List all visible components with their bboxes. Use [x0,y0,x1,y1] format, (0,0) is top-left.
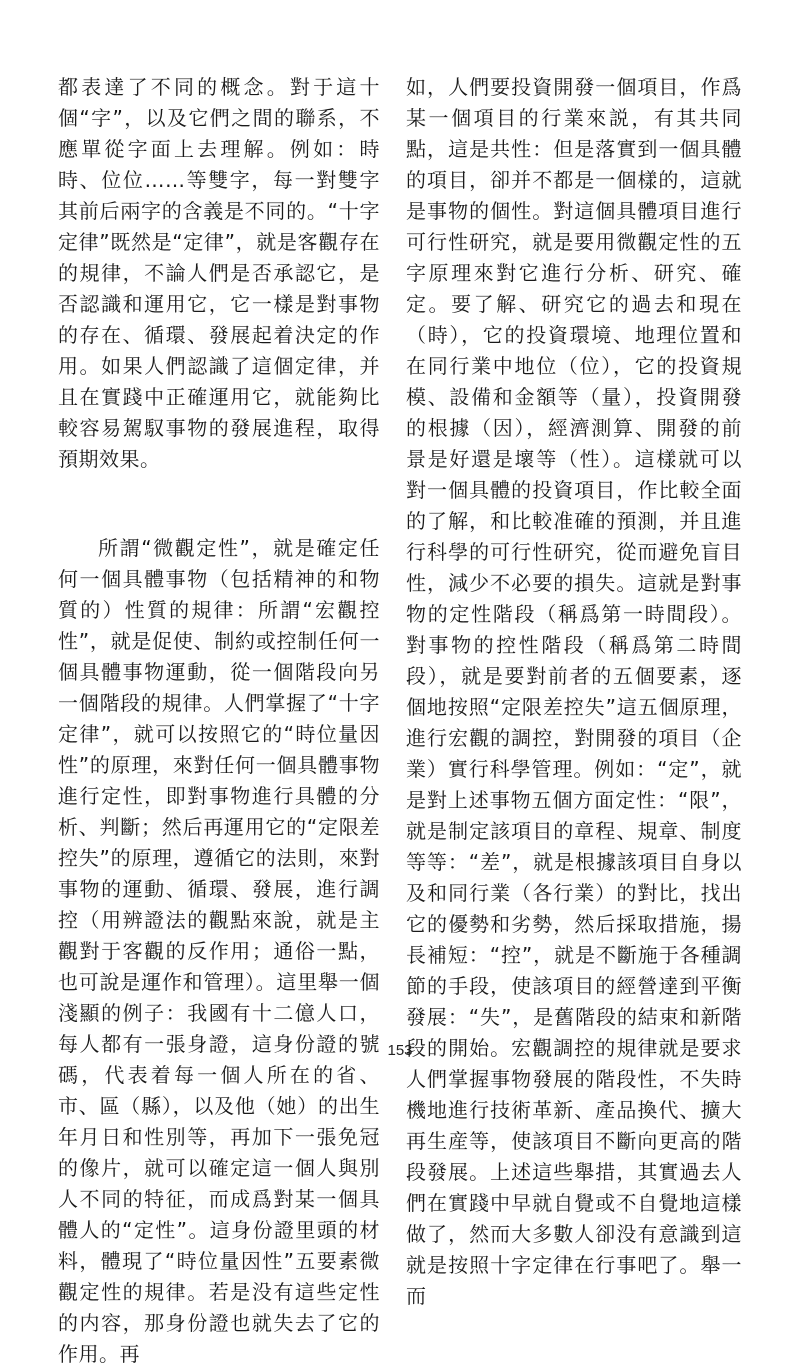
left-column [58,72,380,1370]
paragraph-gap [58,475,380,533]
right-column [406,72,742,1312]
paragraph-left-1: 都表達了不同的概念。對于這十個“字”，以及它們之間的聯系，不應單從字面上去理解。例如：時時、位位……等雙字，每一對雙字其前后兩字的含義是不同的。“十字定律”既然是“定律”，就是客觀存在的規律，不論人們是否承認它，是否認識和運用它，它一樣是對事物的存在、循環、發展起着決定的作用。如果人們認識了這個定律，并且在實踐中正確運用它，就能夠比較容易駕馭事物的發展進程，取得預期效果。 [58,75,380,471]
page-number: 153 [387,1042,413,1059]
paragraph-left-2: 所謂“微觀定性”，就是確定任何一個具體事物（包括精神的和物質的）性質的規律：所謂“宏觀控性”，就是促使、制約或控制任何一個具體事物運動，從一個階段向另一個階段的規律。人們掌握了“十字定律”，就可以按照它的“時位量因性”的原理，來對任何一個具體事物進行定性，即對事物進行具體的分析、判斷；然后再運用它的“定限差控失”的原理，遵循它的法則，來對事物的運動、循環、發展，進行調控（用辨證法的觀點來說，就是主觀對于客觀的反作用；通俗一點，也可說是運作和管理）。這里舉一個淺顯的例子：我國有十二億人口，每人都有一張身證，這身份證的號碼，代表着每一個人所在的省、市、區（縣），以及他（她）的出生年月日和性別等，再加下一張免冠的像片，就可以確定這一個人與別人不同的特征，而成爲對某一個具體人的“定性”。這身份證里頭的材料，體現了“時位量因性”五要素微觀定性的規律。若是没有這些定性的内容，那身份證也就失去了它的作用。再 [58,536,380,1366]
paragraph-right-1: 如，人們要投資開發一個項目，作爲某一個項目的行業來説，有其共同點，這是共性：但是落實到一個具體的項目，卻并不都是一個樣的，這就是事物的個性。對這個具體項目進行可行性研究，就是要用微觀定性的五字原理來對它進行分析、研究、確定。要了解、研究它的過去和現在（時），它的投資環境、地理位置和在同行業中地位（位），它的投資規模、設備和金額等（量），投資開發的根據（因），經濟測算、開發的前景是好還是壞等（性）。這樣就可以對一個具體的投資項目，作比較全面的了解，和比較准確的預測，并且進行科學的可行性研究，從而避免盲目性，減少不必要的損失。這就是對事物的定性階段（稱爲第一時間段）。對事物的控性階段（稱爲第二時間段），就是要對前者的五個要素，逐個地按照“定限差控失”這五個原理，進行宏觀的調控，對開發的項目（企業）實行科學管理。例如：“定”，就是對上述事物五個方面定性：“限”，就是制定該項目的章程、規章、制度等等：“差”，就是根據該項目自身以及和同行業（各行業）的對比，找出它的優勢和劣勢，然后採取措施，揚長補短：“控”，就是不斷施于各種調節的手段，使該項目的經營達到平衡發展：“失”，是舊階段的結束和新階段的開始。宏觀調控的規律就是要求人們掌握事物發展的階段性，不失時機地進行技術革新、產品換代、擴大再生産等，使該項目不斷向更高的階段發展。上述這些舉措，其實過去人們在實踐中早就自覺或不自覺地這樣做了，然而大多數人卻没有意識到這就是按照十字定律在行事吧了。舉一而 [406,75,742,1308]
